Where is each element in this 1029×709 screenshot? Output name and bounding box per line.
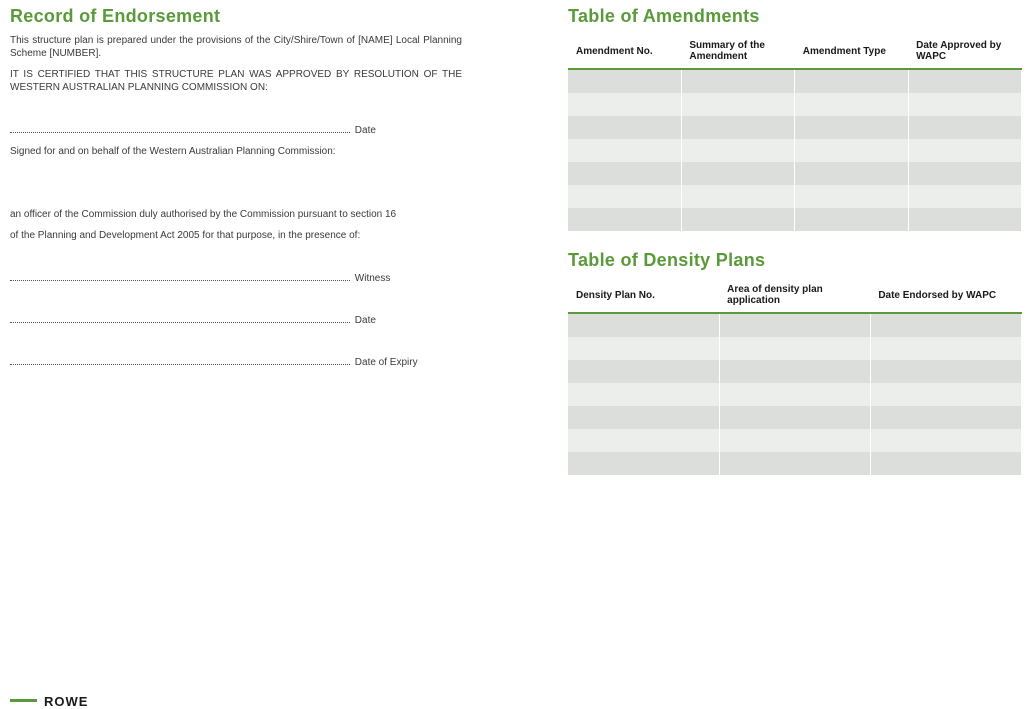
date-label: Date: [354, 315, 376, 326]
dotted-line: [10, 272, 350, 281]
table-header: Summary of the Amendment: [681, 34, 794, 69]
amendments-table: [568, 34, 1022, 231]
table-cell[interactable]: [795, 162, 908, 185]
table-cell[interactable]: [908, 162, 1021, 185]
table-cell[interactable]: [568, 313, 719, 337]
table-cell[interactable]: [681, 208, 794, 231]
table-row: [568, 429, 1022, 452]
dotted-line: [10, 314, 350, 323]
table-cell[interactable]: [568, 162, 681, 185]
dotted-line: [10, 124, 350, 133]
table-row: [568, 452, 1022, 475]
table-header: Density Plan No.: [568, 278, 719, 313]
density-table: [568, 278, 1022, 475]
table-cell[interactable]: [681, 116, 794, 139]
table-cell[interactable]: [719, 429, 870, 452]
table-cell[interactable]: [568, 93, 681, 116]
date-label: Date: [354, 125, 376, 136]
table-header: Area of density plan application: [719, 278, 870, 313]
expiry-line: [10, 356, 418, 369]
certified-text: IT IS CERTIFIED THAT THIS STRUCTURE PLAN WAS APPROVED BY RESOLUTION OF THE WESTERN AUSTRALIAN PLANNING COMMISSION ON:: [10, 69, 462, 93]
expiry-label: Date of Expiry: [354, 357, 418, 368]
table-cell[interactable]: [568, 406, 719, 429]
table-row: [568, 116, 1022, 139]
table-cell[interactable]: [908, 185, 1021, 208]
table-cell[interactable]: [908, 93, 1021, 116]
table-cell[interactable]: [681, 162, 794, 185]
table-row: [568, 337, 1022, 360]
table-cell[interactable]: [908, 139, 1021, 162]
table-cell[interactable]: [681, 185, 794, 208]
signed-text: Signed for and on behalf of the Western Australian Planning Commission:: [10, 146, 336, 157]
table-cell[interactable]: [568, 383, 719, 406]
density-title: Table of Density Plans: [568, 250, 766, 270]
table-cell[interactable]: [870, 360, 1021, 383]
table-row: [568, 406, 1022, 429]
table-row: [568, 162, 1022, 185]
logo-accent-bar: [10, 699, 37, 702]
table-cell[interactable]: [719, 337, 870, 360]
table-cell[interactable]: [795, 116, 908, 139]
table-cell[interactable]: [870, 313, 1021, 337]
table-row: [568, 208, 1022, 231]
witness-label: Witness: [354, 273, 391, 284]
company-logo: ROWE: [44, 694, 89, 709]
table-cell[interactable]: [795, 139, 908, 162]
table-row: [568, 383, 1022, 406]
table-cell[interactable]: [681, 93, 794, 116]
table-cell[interactable]: [795, 185, 908, 208]
table-header: Amendment No.: [568, 34, 681, 69]
table-cell[interactable]: [719, 452, 870, 475]
endorsement-title: Record of Endorsement: [10, 6, 221, 26]
intro-text: This structure plan is prepared under the provisions of the City/Shire/Town of [NAME] Local Planning Scheme [NUMBER].: [10, 35, 462, 59]
table-cell[interactable]: [719, 383, 870, 406]
table-cell[interactable]: [870, 383, 1021, 406]
table-cell[interactable]: [568, 337, 719, 360]
officer-text-line1: an officer of the Commission duly authorised by the Commission pursuant to section 16: [10, 209, 397, 220]
officer-text-line2: of the Planning and Development Act 2005 for that purpose, in the presence of:: [10, 230, 361, 241]
table-row: [568, 185, 1022, 208]
table-cell[interactable]: [568, 429, 719, 452]
table-cell[interactable]: [568, 69, 681, 93]
table-cell[interactable]: [568, 360, 719, 383]
table-cell[interactable]: [568, 208, 681, 231]
table-cell[interactable]: [795, 69, 908, 93]
dotted-line: [10, 356, 350, 365]
table-row: [568, 313, 1022, 337]
table-cell[interactable]: [870, 452, 1021, 475]
table-row: [568, 360, 1022, 383]
table-header: Date Approved by WAPC: [908, 34, 1021, 69]
table-cell[interactable]: [870, 429, 1021, 452]
table-cell[interactable]: [568, 139, 681, 162]
table-cell[interactable]: [795, 93, 908, 116]
table-cell[interactable]: [870, 337, 1021, 360]
table-cell[interactable]: [568, 452, 719, 475]
witness-line: [10, 272, 390, 285]
date-signature-line: [10, 124, 376, 137]
date-line: [10, 314, 376, 327]
table-cell[interactable]: [795, 208, 908, 231]
table-cell[interactable]: [908, 116, 1021, 139]
table-cell[interactable]: [870, 406, 1021, 429]
table-row: [568, 93, 1022, 116]
table-cell[interactable]: [681, 139, 794, 162]
table-cell[interactable]: [568, 116, 681, 139]
table-cell[interactable]: [908, 208, 1021, 231]
table-header: Amendment Type: [795, 34, 908, 69]
table-row: [568, 69, 1022, 93]
amendments-title: Table of Amendments: [568, 6, 760, 26]
table-cell[interactable]: [719, 313, 870, 337]
table-cell[interactable]: [719, 406, 870, 429]
table-cell[interactable]: [568, 185, 681, 208]
table-cell[interactable]: [908, 69, 1021, 93]
table-cell[interactable]: [719, 360, 870, 383]
table-cell[interactable]: [681, 69, 794, 93]
table-header: Date Endorsed by WAPC: [870, 278, 1021, 313]
table-row: [568, 139, 1022, 162]
